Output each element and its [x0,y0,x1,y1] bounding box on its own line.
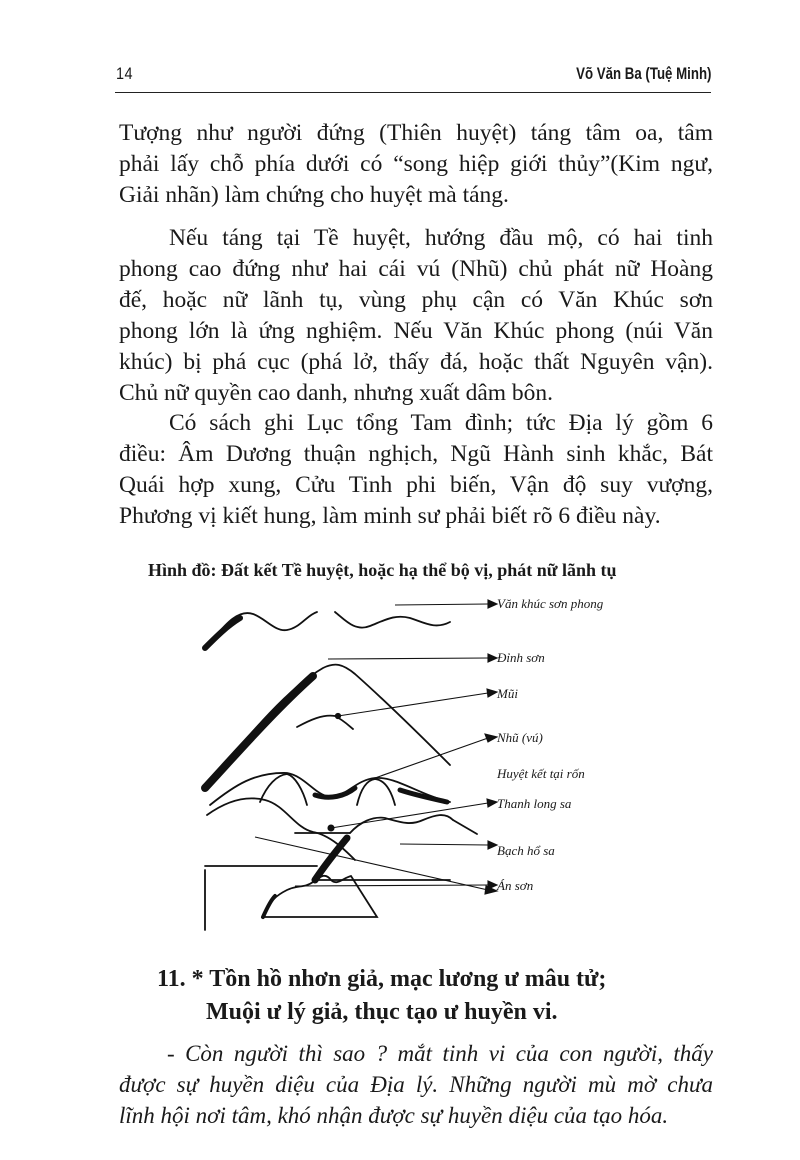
text-line: phong cao đứng như hai cái vú (Nhũ) chủ phát nữ Hoàng [119,256,713,282]
label-dinh-son: Đỉnh sơn [497,650,545,665]
text-line: Tượng như người đứng (Thiên huyệt) táng tâm oa, tâm [119,120,713,146]
text-line: Có sách ghi Lục tổng Tam đình; tức Địa lý gồm 6 [169,410,713,436]
text-line: lĩnh hội nơi tâm, khó nhận được sự huyền diệu của tạo hóa. [119,1103,669,1128]
mountain-diagram-drawing [195,590,615,940]
text-line: điều: Âm Dương thuận nghịch, Ngũ Hành sinh khắc, Bát [119,441,713,467]
paragraph-2 [119,223,713,409]
page-number: 14 [116,64,133,83]
label-van-khuc-son-phong: Văn khúc sơn phong [497,596,604,611]
text-line: Quái hợp xung, Cửu Tinh phi biến, Vận độ suy vượng, [119,472,713,498]
text-line: khúc) bị phá cục (phá lở, thấy đá, hoặc thất Nguyên vận). [119,349,713,375]
figure-caption: Hình đồ: Đất kết Tề huyệt, hoặc hạ thể bộ vị, phát nữ lãnh tụ [148,560,617,580]
label-mui: Mũi [497,686,518,701]
text-line: Nếu táng tại Tề huyệt, hướng đầu mộ, có hai tinh [169,225,713,251]
text-line: được sự huyền diệu của Địa lý. Những người mù mờ chưa [119,1072,713,1097]
running-header [115,62,711,93]
text-line: Phương vị kiết hung, làm minh sư phải biết rõ 6 điều này. [119,503,661,529]
label-bach-ho-sa: Bạch hổ sa [497,843,555,858]
verse-line-1: 11. * Tồn hồ nhơn giả, mạc lương ư mâu tử; [157,966,607,992]
text-line: Chủ nữ quyền cao danh, nhưng xuất dâm bôn. [119,380,554,406]
running-title: Võ Văn Ba (Tuệ Minh) [575,64,711,83]
text-line: - Còn người thì sao ? mắt tinh vi của con người, thấy [167,1041,713,1066]
label-thanh-long-sa: Thanh long sa [497,796,572,811]
text-line: đế, hoặc nữ lãnh tụ, vùng phụ cận có Văn Khúc sơn [119,287,713,313]
label-an-son: Án sơn [497,878,534,893]
feng-shui-diagram [195,590,615,940]
paragraph-3 [119,408,713,532]
label-huyet-ket-tai-ron: Huyệt kết tại rốn [497,766,585,781]
paragraph-1 [119,118,713,211]
text-line: phải lấy chỗ phía dưới có “song hiệp giới thủy”(Kim ngư, [119,151,713,177]
text-line: Giải nhãn) làm chứng cho huyệt mà táng. [119,182,509,208]
commentary-paragraph [119,1038,713,1131]
label-nhu: Nhũ (vú) [497,730,543,745]
verse-line-2: Muội ư lý giả, thục tạo ư huyền vi. [206,999,558,1025]
text-line: phong lớn là ứng nghiệm. Nếu Văn Khúc phong (núi Văn [119,318,713,344]
